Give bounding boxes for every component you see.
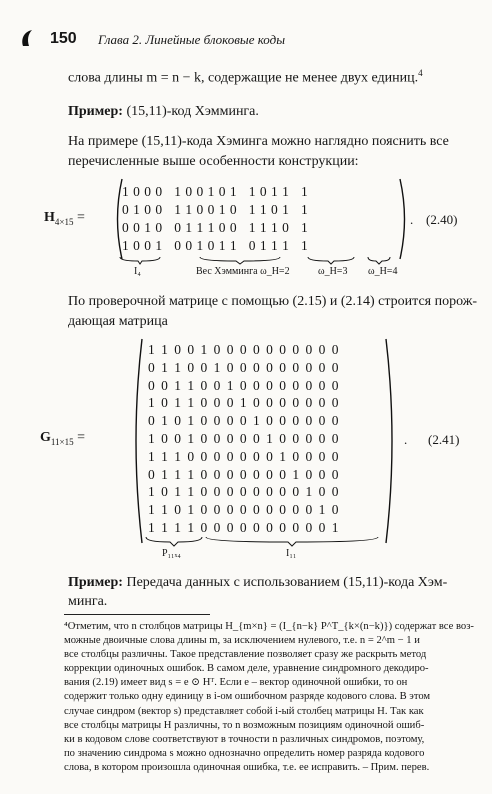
matrix-h-row: 0 1 0 0 1 1 0 0 1 0 1 1 0 1 1 [122, 202, 309, 217]
right-paren-icon [398, 178, 410, 260]
left-paren-icon [130, 338, 144, 544]
equation-number: (2.40) [426, 212, 458, 227]
matrix-g-row: 1 0 1 1 0 0 0 0 0 0 0 0 1 0 0 [148, 484, 340, 500]
matrix-h-label: $H_{4\times 15}$ = [44, 210, 85, 227]
brace-label-weight4: ω_H=4 [368, 266, 398, 277]
example-label: Пример: [68, 104, 123, 119]
footnote-line: по значению синдрома s можно однозначно определить номер разряда кодового [64, 747, 425, 759]
text-line: минга. [68, 594, 108, 609]
matrix-g-row: 1 0 0 1 0 0 0 0 0 1 0 0 0 0 0 [148, 431, 340, 446]
end-punctuation: . [410, 212, 414, 227]
matrix-g-row: 0 1 0 1 0 0 0 0 1 0 0 0 0 0 0 [148, 413, 340, 429]
brace-label-parity: P₁₁ₓ₄ [162, 548, 181, 559]
footnote-line: коррекции одиночных ошибок. В самом деле, уравнение синдромного декодиро- [64, 663, 429, 675]
braces-icon [144, 536, 384, 548]
running-header [20, 22, 480, 62]
matrix-g-label: $G_{11\times 15}$ = [40, 430, 86, 447]
footnote-line: вания (2.19) имеет вид s = e ⊙ Hᵀ. Если e – вектор одиночной ошибки, то он [64, 677, 408, 689]
matrix-g-row: 0 1 1 1 0 0 0 0 0 0 0 1 0 0 0 [148, 466, 340, 482]
brace-label-weight3: ω_H=3 [318, 266, 348, 277]
brace-label-identity: I₁₁ [286, 548, 297, 559]
equation-number: (2.41) [428, 432, 460, 447]
matrix-h-row: 1 0 0 1 0 0 1 0 1 1 0 1 1 1 1 [122, 238, 309, 253]
text-line: дающая матрица [68, 314, 168, 329]
brace-label-identity: I₄ [134, 266, 141, 277]
text-line: слова длины m = n − k, содержащие не менее двух единиц.$^4$ [68, 68, 423, 86]
example-text: (15,11)-код Хэмминга. [126, 104, 259, 119]
page-number: 150 [50, 30, 77, 47]
footnote-line: случае синдром (вектор s) представляет собой i-ый столбец матрицы H. Так как [64, 705, 424, 717]
matrix-g-row: 1 1 1 1 0 0 0 0 0 0 0 0 0 0 1 [148, 520, 340, 535]
end-punctuation: . [404, 432, 408, 447]
footnote-line: все столбцы матрицы H различны, то n возможным позициям одиночной ошиб- [64, 719, 425, 731]
right-paren-icon [384, 338, 398, 544]
example-heading [68, 104, 259, 120]
text-line: перечисленные выше особенности конструкции: [68, 154, 359, 169]
matrix-g-row: 0 1 1 0 0 1 0 0 0 0 0 0 0 0 0 [148, 359, 340, 375]
footnote-rule [64, 614, 210, 615]
matrix-h-equation [0, 176, 492, 280]
brace-label-weight2: Вес Хэмминга ω_H=2 [196, 266, 290, 277]
matrix-h-row: 0 0 1 0 0 1 1 1 0 0 1 1 1 0 1 [122, 220, 309, 235]
matrix-h-row: 1 0 0 0 1 0 0 1 0 1 1 0 1 1 1 [122, 184, 309, 199]
chapter-title: Глава 2. Линейные блоковые коды [98, 32, 286, 47]
footnote-line: все столбцы различны. Такое представление позволяет сразу же раскрыть метод [64, 649, 427, 661]
text-line: По проверочной матрице с помощью (2.15) и (2.14) строится порож- [68, 294, 478, 309]
footnote-line: ки в кодовом слове соответствуют в точности n различных синдромов, поэтому, [64, 733, 425, 745]
text-line: На примере (15,11)-кода Хэминга можно наглядно пояснить все [68, 134, 449, 149]
page-badge-icon [20, 28, 42, 50]
footnote-line: содержит только одну единицу в i-ом ошибочном разряде кодового слова. В этом [64, 691, 431, 703]
braces-icon [118, 256, 398, 266]
matrix-g-row: 1 1 0 0 1 0 0 0 0 0 0 0 0 0 0 [148, 342, 340, 357]
example-heading [68, 575, 447, 591]
matrix-g-row: 0 0 1 1 0 0 1 0 0 0 0 0 0 0 0 [148, 377, 340, 393]
footnote-line: можные двоичные слова длины m, за исключением нулевого, т.е. n = 2^m − 1 и [64, 635, 420, 647]
example-text: Передача данных с использованием (15,11)-кода Хэм- [126, 575, 448, 590]
footnote-mark: 4 [418, 68, 423, 78]
matrix-g-row: 1 1 0 1 0 0 0 0 0 0 0 0 0 1 0 [148, 502, 340, 518]
matrix-g-equation [0, 338, 492, 568]
matrix-g-row: 1 0 1 1 0 0 0 1 0 0 0 0 0 0 0 [148, 395, 340, 411]
footnote [64, 620, 472, 775]
example-label: Пример: [68, 575, 123, 590]
matrix-g-row: 1 1 1 0 0 0 0 0 0 0 1 0 0 0 0 [148, 448, 340, 464]
footnote-line: слова, в котором произошла одиночная ошибка, т.е. ее исправить. – Прим. перев. [64, 761, 430, 773]
footnote-line: ⁴Отметим, что n столбцов матрицы H_{m×n} = (I_{n−k} P^T_{k×(n−k)}) содержат все воз- [64, 621, 474, 632]
